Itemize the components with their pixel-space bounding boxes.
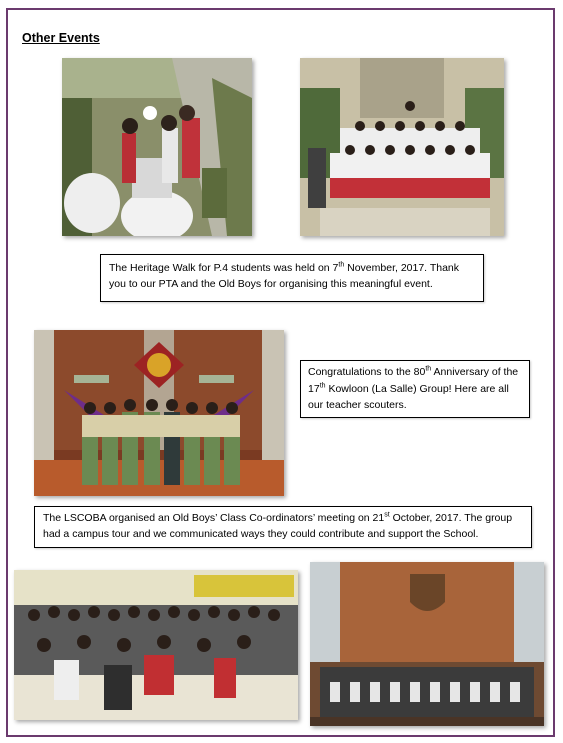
caption-text: The Heritage Walk for P.4 students was held on 7	[109, 262, 339, 274]
section-title: Other Events	[22, 31, 100, 45]
lscoba-caption	[34, 506, 532, 548]
caption-text: The LSCOBA organised an Old Boys’ Class Co-ordinators’ meeting on 21	[43, 512, 385, 524]
meeting-photo	[14, 570, 298, 720]
caption-text: November, 2017. Thank you to our PTA and the Old Boys for organising this meaningful event.	[109, 262, 460, 290]
caption-superscript: th	[338, 261, 345, 269]
heritage-walk-photo-1	[62, 58, 252, 236]
scouts-caption	[300, 360, 530, 418]
caption-superscript: st	[384, 511, 390, 519]
caption-text: Kowloon (La Salle) Group! Here are all our teacher scouters.	[308, 382, 509, 411]
heritage-walk-photo-2	[300, 58, 504, 236]
caption-superscript: th	[319, 382, 326, 389]
group-photo	[310, 562, 544, 726]
caption-text: Anniversary of the 17	[308, 366, 519, 395]
caption-text: Congratulations to the 80	[308, 366, 426, 378]
caption-text: October, 2017. The group had a campus tour and we communicated ways they could contribute and support the School.	[43, 512, 513, 540]
caption-superscript: th	[425, 365, 432, 373]
scouters-photo	[34, 330, 284, 496]
heritage-walk-caption	[100, 254, 484, 302]
